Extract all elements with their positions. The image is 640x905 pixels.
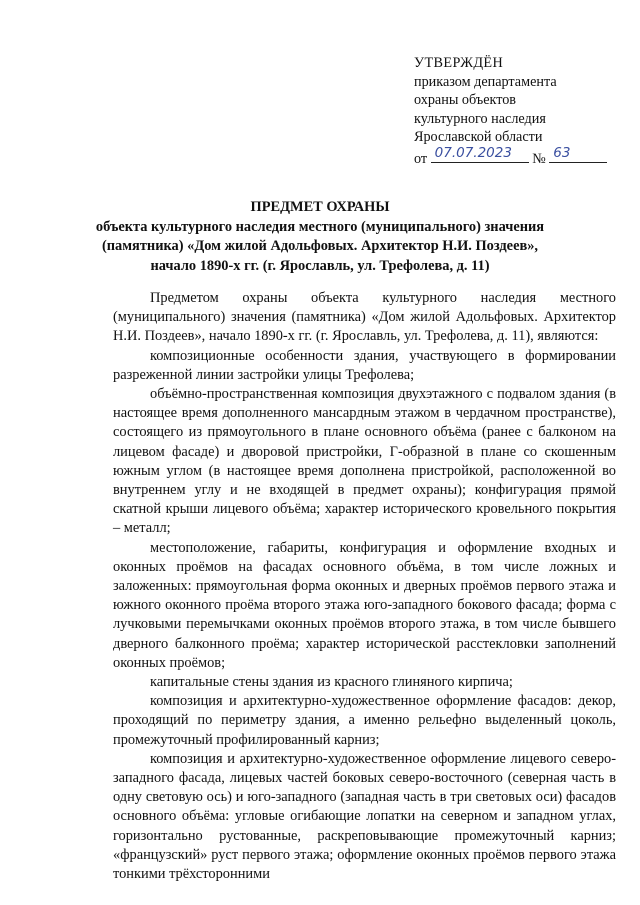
paragraph-intro: Предметом охраны объекта культурного наследия местного (муниципального) значения (памятника) «Дом жилой Адольфовых. Архитектор Н.И. Поздеев», начало 1890-х гг. (г. Ярославль, ул. Трефолева, д. 11), являются: (113, 290, 616, 345)
date-field (431, 144, 529, 163)
title-line-3: (памятника) «Дом жилой Адольфовых. Архитектор Н.И. Поздеев», (101, 238, 539, 255)
number-handwritten: 63 (553, 144, 571, 161)
approval-line-1: приказом департамента (414, 73, 557, 90)
document-body (113, 289, 616, 884)
date-handwritten: 07.07.2023 (434, 144, 512, 161)
paragraph-item: композиция и архитектурно-художественное оформление лицевого северо-западного фасада, лицевых частей боковых северо-восточного (северная часть в одну световую ось) и юго-западного (западная часть в три световых оси) фасадов основного объёма: угловые огибающие лопатки на северном и западном углах, горизонтально рустованные, раскреповывающие промежуточный карниз; «французский» руст первого этажа; оформление оконных проёмов первого этажа тонкими трёхсторонними (113, 750, 616, 883)
number-label: № (532, 150, 546, 167)
approval-date-number-line (414, 144, 607, 169)
from-label: от (414, 150, 428, 167)
paragraph-item: местоположение, габариты, конфигурация и оформление входных и оконных проёмов на фасадах основного объёма, в том числе ложных и заложенных: прямоугольная форма оконных и дверных проёмов первого этажа и южного оконного проёма второго этажа юго-западного бокового фасада; форма с лучковыми перемычками оконных проёмов второго этажа, в том числе бывшего дверного балконного проёма; характер исторической расстекловки заполнений оконных проёмов; (113, 539, 616, 671)
document-title (0, 198, 640, 276)
paragraph-item: композиция и архитектурно-художественное оформление фасадов: декор, проходящий по периметру здания, а именно рельефно выделенный цоколь, промежуточный профилированный карниз; (113, 693, 616, 748)
approval-line-2: охраны объектов (414, 92, 516, 109)
paragraph-item: капитальные стены здания из красного глиняного кирпича; (150, 674, 513, 691)
paragraph-item: композиционные особенности здания, участвующего в формировании разреженной линии застройки улицы Трефолева; (113, 347, 616, 383)
approval-line-4: Ярославской области (414, 129, 543, 146)
title-main: ПРЕДМЕТ ОХРАНЫ (250, 199, 390, 215)
number-field (549, 144, 607, 163)
approval-line-3: культурного наследия (414, 110, 546, 127)
approval-heading: УТВЕРЖДЁН (414, 55, 504, 71)
title-line-2: объекта культурного наследия местного (муниципального) значения (95, 218, 545, 235)
paragraph-item: объёмно-пространственная композиция двухэтажного с подвалом здания (в настоящее время дополненного мансардным этажом в чердачном пространстве), состоящего из прямоугольного в плане основного объёма (ранее с балконом на лицевом фасаде) и дворовой пристройки, Г-образной в плане со скошенным южным углом (в настоящее время дополнена пристройкой, расположенной во внутреннем углу и не входящей в предмет охраны); конфигурация прямой скатной крыши лицевого объёма; характер исторического кровельного покрытия – металл; (113, 386, 616, 537)
approval-stamp (414, 54, 607, 169)
title-line-4: начало 1890-х гг. (г. Ярославль, ул. Трефолева, д. 11) (150, 257, 490, 274)
